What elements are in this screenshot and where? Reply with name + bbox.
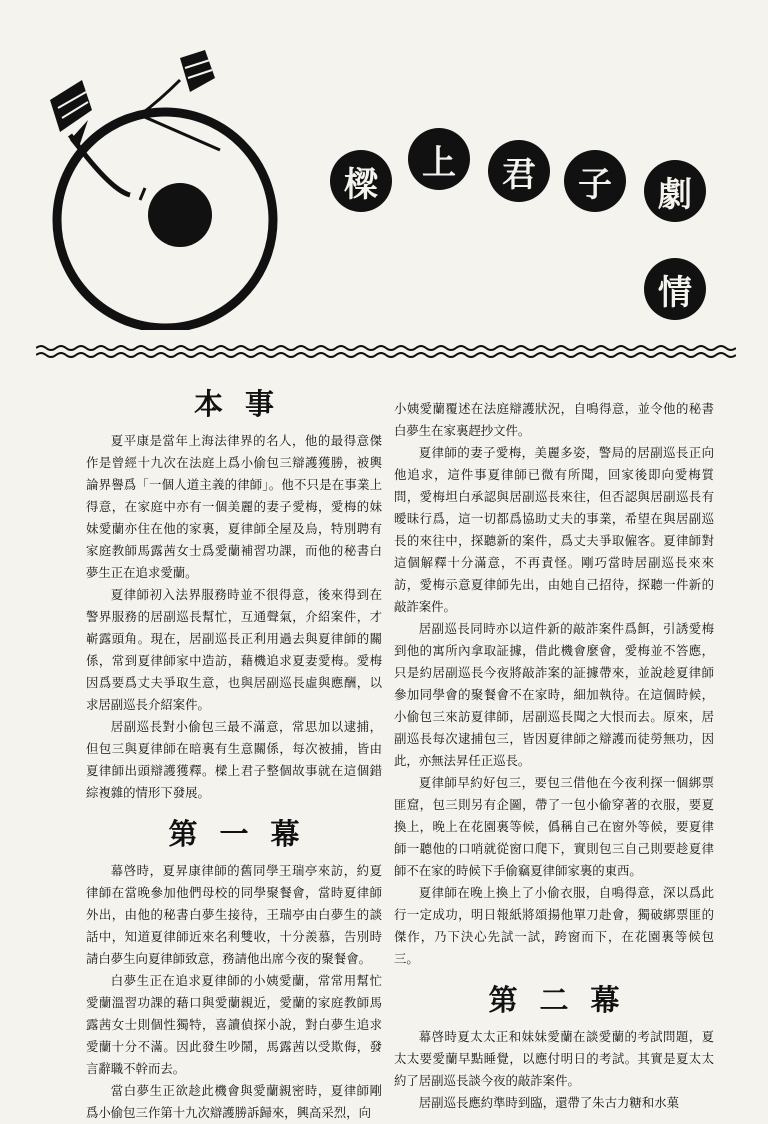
section-title-act2: 第二幕 <box>488 983 642 1017</box>
title-char-1: 樑 <box>330 150 392 212</box>
title-char-2: 上 <box>408 128 470 190</box>
wavy-divider <box>36 342 736 362</box>
title-char-4: 子 <box>564 150 626 212</box>
act1-paragraph: 夏律師的妻子愛梅，美麗多姿，警局的居副巡長正向他追求，這件事夏律師已微有所聞，回家後即向愛梅質問，愛梅坦白承認與居副巡長來往，但否認與居副巡長有曖昧行爲，這一切都爲協助丈夫的事業，希望在與居副巡長的來往中，探聽新的案件，爲丈夫爭取僱客。夏律師對這個解釋十分滿意，不再責怪。剛巧當時居副巡長來來訪，愛梅示意夏律師先出，由她自己招待，探聽一件新的敲詐案件。 <box>394 445 714 614</box>
act1-paragraph: 夏律師在晚上換上了小偷衣服，自鳴得意，深以爲此行一定成功，明日報紙將頌揚他單刀赴會，獨破綁票匪的傑作，乃下決心先試一試，跨窗而下，在花園裏等候包三。 <box>394 885 714 966</box>
section-title-act1: 第一幕 <box>168 817 322 851</box>
act1-paragraph: 夏律師早約好包三，要包三借他在今夜利探一個綁票匪窟，包三則另有企圖，帶了一包小偷穿著的衣服，要夏換上，晚上在花園裏等候，僞稱自己在窗外等候，要夏律師一聽他的口哨就從窗口爬下，實則包三自己則要趁夏律師不在家的時候下手偷竊夏律師家裏的東西。 <box>394 775 714 878</box>
act1-paragraph: 居副巡長同時亦以這件新的敲詐案件爲餌，引誘愛梅到他的寓所內拿取証據，借此機會麼會，愛梅並不答應，只是約居副巡長今夜將敲詐案的証據帶來，並說趁夏律師參加同學會的聚餐會不在家時，細加執待。在這個時候，小偷包三來訪夏律師，居副巡長聞之大恨而去。原來，居副巡長每次逮捕包三，皆因夏律師之辯護而徒勞無功，因此，亦無法昇任正巡長。 <box>394 621 714 768</box>
act1-paragraph: 幕啓時，夏昇康律師的舊同學王瑞亭來訪，約夏律師在當晚參加他們母校的同學聚餐會，當時夏律師外出，由他的秘書白夢生接待，王瑞亭由白夢生的談話中，知道夏律師近來名利雙收，十分羨慕，告別時請白夢生向夏律師致意，務請他出席今夜的聚餐會。 <box>86 863 382 966</box>
title-char-6: 情 <box>644 258 706 320</box>
right-column <box>394 398 714 1114</box>
section-title-benshi: 本事 <box>193 387 296 421</box>
act2-paragraph: 居副巡長應約準時到臨，還帶了朱古力糖和水菓 <box>418 1095 679 1110</box>
benshi-paragraph: 夏律師初入法界服務時並不很得意，後來得到在警界服務的居副巡長幫忙，互通聲氣，介紹案件，才嶄露頭角。現在，居副巡長正利用過去與夏律師的關係，常到夏律師家中造訪，藉機追求夏妻愛梅。愛梅因爲要爲丈夫爭取生意，也與居副巡長虛與應酬，以求居副巡長介紹案件。 <box>86 587 382 712</box>
benshi-paragraph: 夏平康是當年上海法律界的名人，他的最得意傑作是曾經十九次在法庭上爲小偷包三辯護獲勝，被輿論界譽爲「一個人道主義的律師」。他不只是在事業上得意，在家庭中亦有一個美麗的妻子愛梅，愛梅的妹妹愛蘭亦住在他的家裏，夏律師全屋及烏，特別聘有家庭教師馬露茜女士爲愛蘭補習功課，而他的秘書白夢生正在追求愛蘭。 <box>86 433 382 580</box>
act1-paragraph: 白夢生正在追求夏律師的小姨愛蘭，常常用幫忙愛蘭溫習功課的藉口與愛蘭親近，愛蘭的家庭教師馬露茜女士則個性獨特，喜讀偵探小說，對白夢生追求愛蘭十分不滿。因此發生吵鬧，馬露茜以受欺侮，發言辭職不幹而去。 <box>86 973 382 1076</box>
act2-paragraph: 幕啓時夏太太正和妹妹愛蘭在談愛蘭的考試問題，夏太太要愛蘭早點睡覺，以應付明日的考試。其實是夏太太約了居副巡長談今夜的敲詐案件。 <box>394 1029 714 1088</box>
act1-paragraph: 當白夢生正欲趁此機會與愛蘭親密時，夏律師剛爲小偷包三作第十九次辯護勝訴歸來，興高采烈，向 <box>86 1083 382 1120</box>
title-char-5: 劇 <box>644 160 706 222</box>
title-char-3: 君 <box>488 140 550 202</box>
left-column <box>86 378 382 1124</box>
act1-continuation-paragraph: 小姨愛蘭覆述在法庭辯護狀況，自鳴得意，並令他的秘書白夢生在家裏趕抄文件。 <box>394 401 714 438</box>
benshi-paragraph: 居副巡長對小偷包三最不滿意，常思加以逮捕，但包三與夏律師在暗裏有生意關係，每次被捕，皆由夏律師出頭辯護獲釋。樑上君子整個故事就在這個錯綜複雜的情形下發展。 <box>86 719 382 800</box>
